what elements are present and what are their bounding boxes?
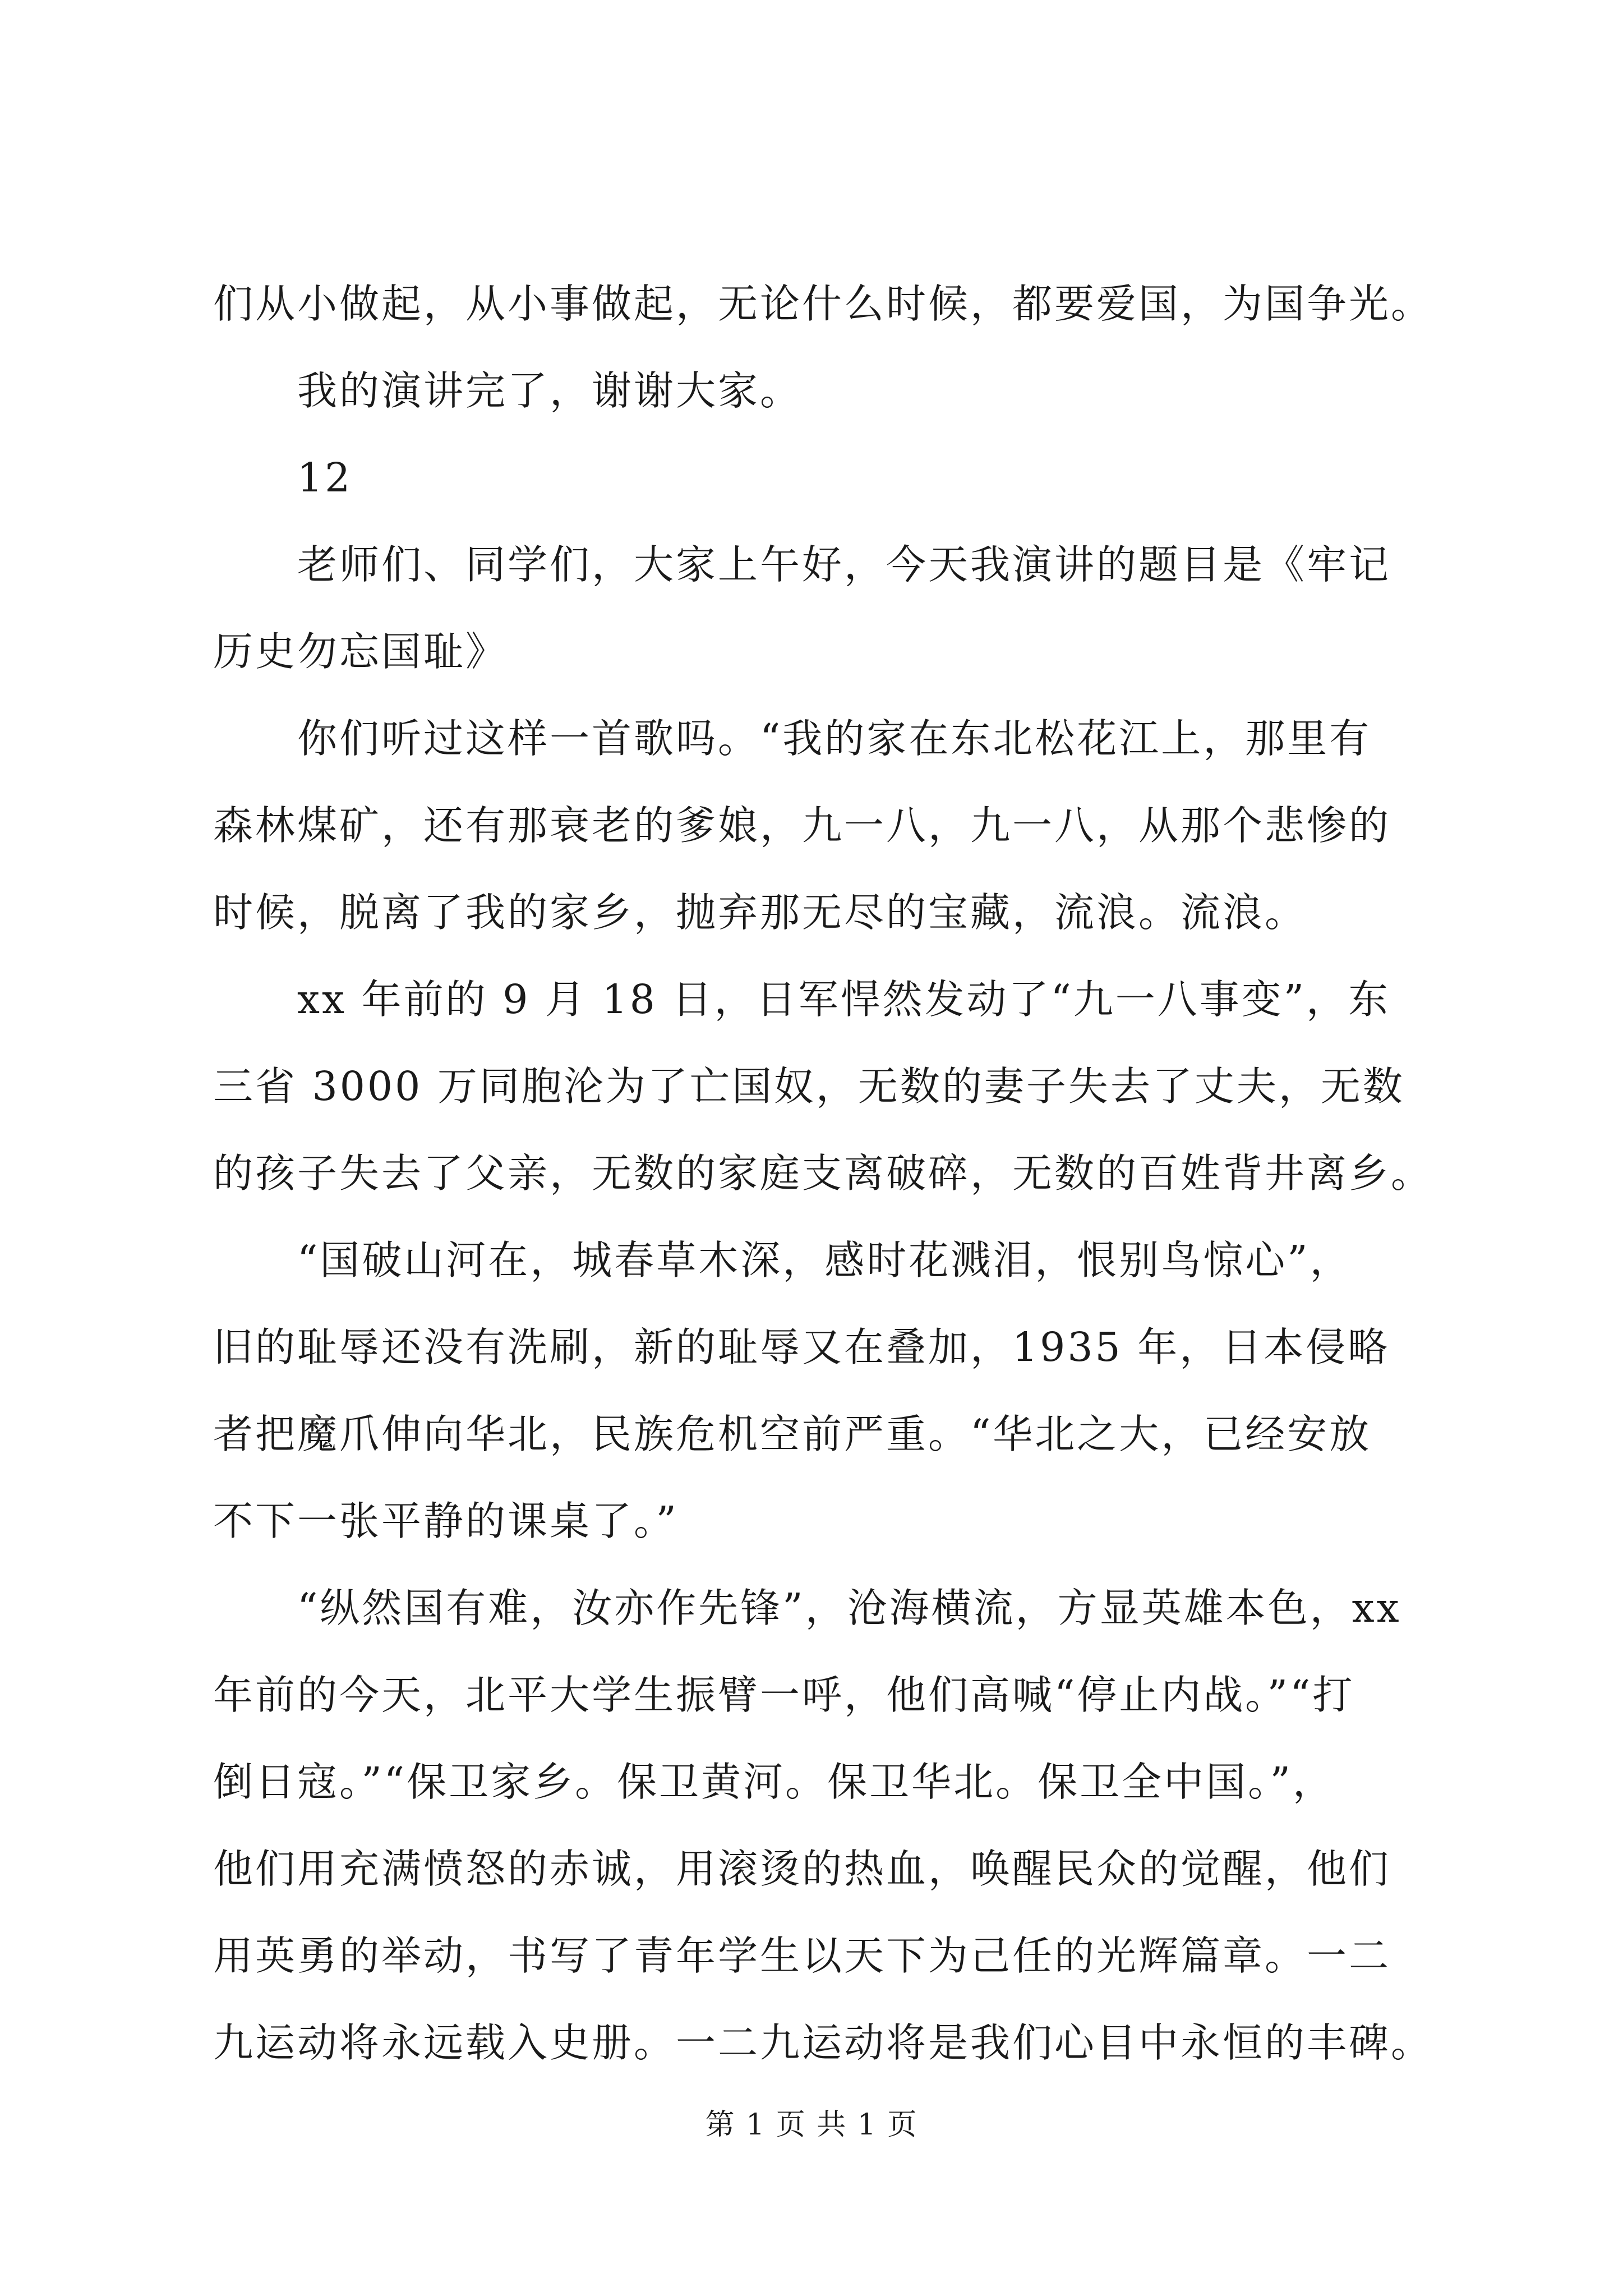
text-line: “纵然国有难，汝亦作先锋”，沧海横流，方显英雄本色，xx — [297, 1585, 1401, 1631]
text-line: 九运动将永远载入史册。一二九运动将是我们心目中永恒的丰碑。 — [213, 2019, 1433, 2066]
text-line: “国破山河在，城春草木深，感时花溅泪，恨别鸟惊心”， — [297, 1237, 1352, 1283]
text-line: 森林煤矿，还有那衰老的爹娘，九一八，九一八，从那个悲惨的 — [213, 802, 1391, 849]
text-line: 用英勇的举动，书写了青年学生以天下为己任的光辉篇章。一二 — [213, 1932, 1391, 1979]
text-line: 不下一张平静的课桌了。” — [213, 1498, 679, 1544]
text-line: 时候，脱离了我的家乡，抛弃那无尽的宝藏，流浪。流浪。 — [213, 889, 1307, 936]
text-line: 三省 3000 万同胞沦为了亡国奴，无数的妻子失去了丈夫，无数 — [213, 1063, 1405, 1110]
text-line: 老师们、同学们，大家上午好，今天我演讲的题目是《牢记 — [297, 541, 1391, 588]
text-line: 12 — [297, 454, 353, 501]
text-line: 旧的耻辱还没有洗刷，新的耻辱又在叠加，1935 年，日本侵略 — [213, 1324, 1390, 1370]
text-line: 你们听过这样一首歌吗。“我的家在东北松花江上，那里有 — [297, 715, 1372, 762]
text-line: 历史勿忘国耻》 — [213, 628, 508, 675]
text-line: 者把魔爪伸向华北，民族危机空前严重。“华北之大，已经安放 — [213, 1411, 1372, 1457]
text-line: 年前的今天，北平大学生振臂一呼，他们高喊“停止内战。”“打 — [213, 1672, 1355, 1718]
text-line: 们从小做起，从小事做起，无论什么时候，都要爱国，为国争光。 — [213, 280, 1433, 327]
document-body — [213, 260, 1433, 2086]
text-line: 我的演讲完了，谢谢大家。 — [297, 367, 803, 414]
text-line: xx 年前的 9 月 18 日，日军悍然发动了“九一八事变”，东 — [297, 976, 1391, 1023]
page-number-footer: 第 1 页 共 1 页 — [705, 2108, 918, 2142]
text-line: 他们用充满愤怒的赤诚，用滚烫的热血，唤醒民众的觉醒，他们 — [213, 1846, 1391, 1892]
text-line: 的孩子失去了父亲，无数的家庭支离破碎，无数的百姓背井离乡。 — [213, 1150, 1433, 1197]
text-line: 倒日寇。”“保卫家乡。保卫黄河。保卫华北。保卫全中国。”， — [213, 1759, 1335, 1805]
